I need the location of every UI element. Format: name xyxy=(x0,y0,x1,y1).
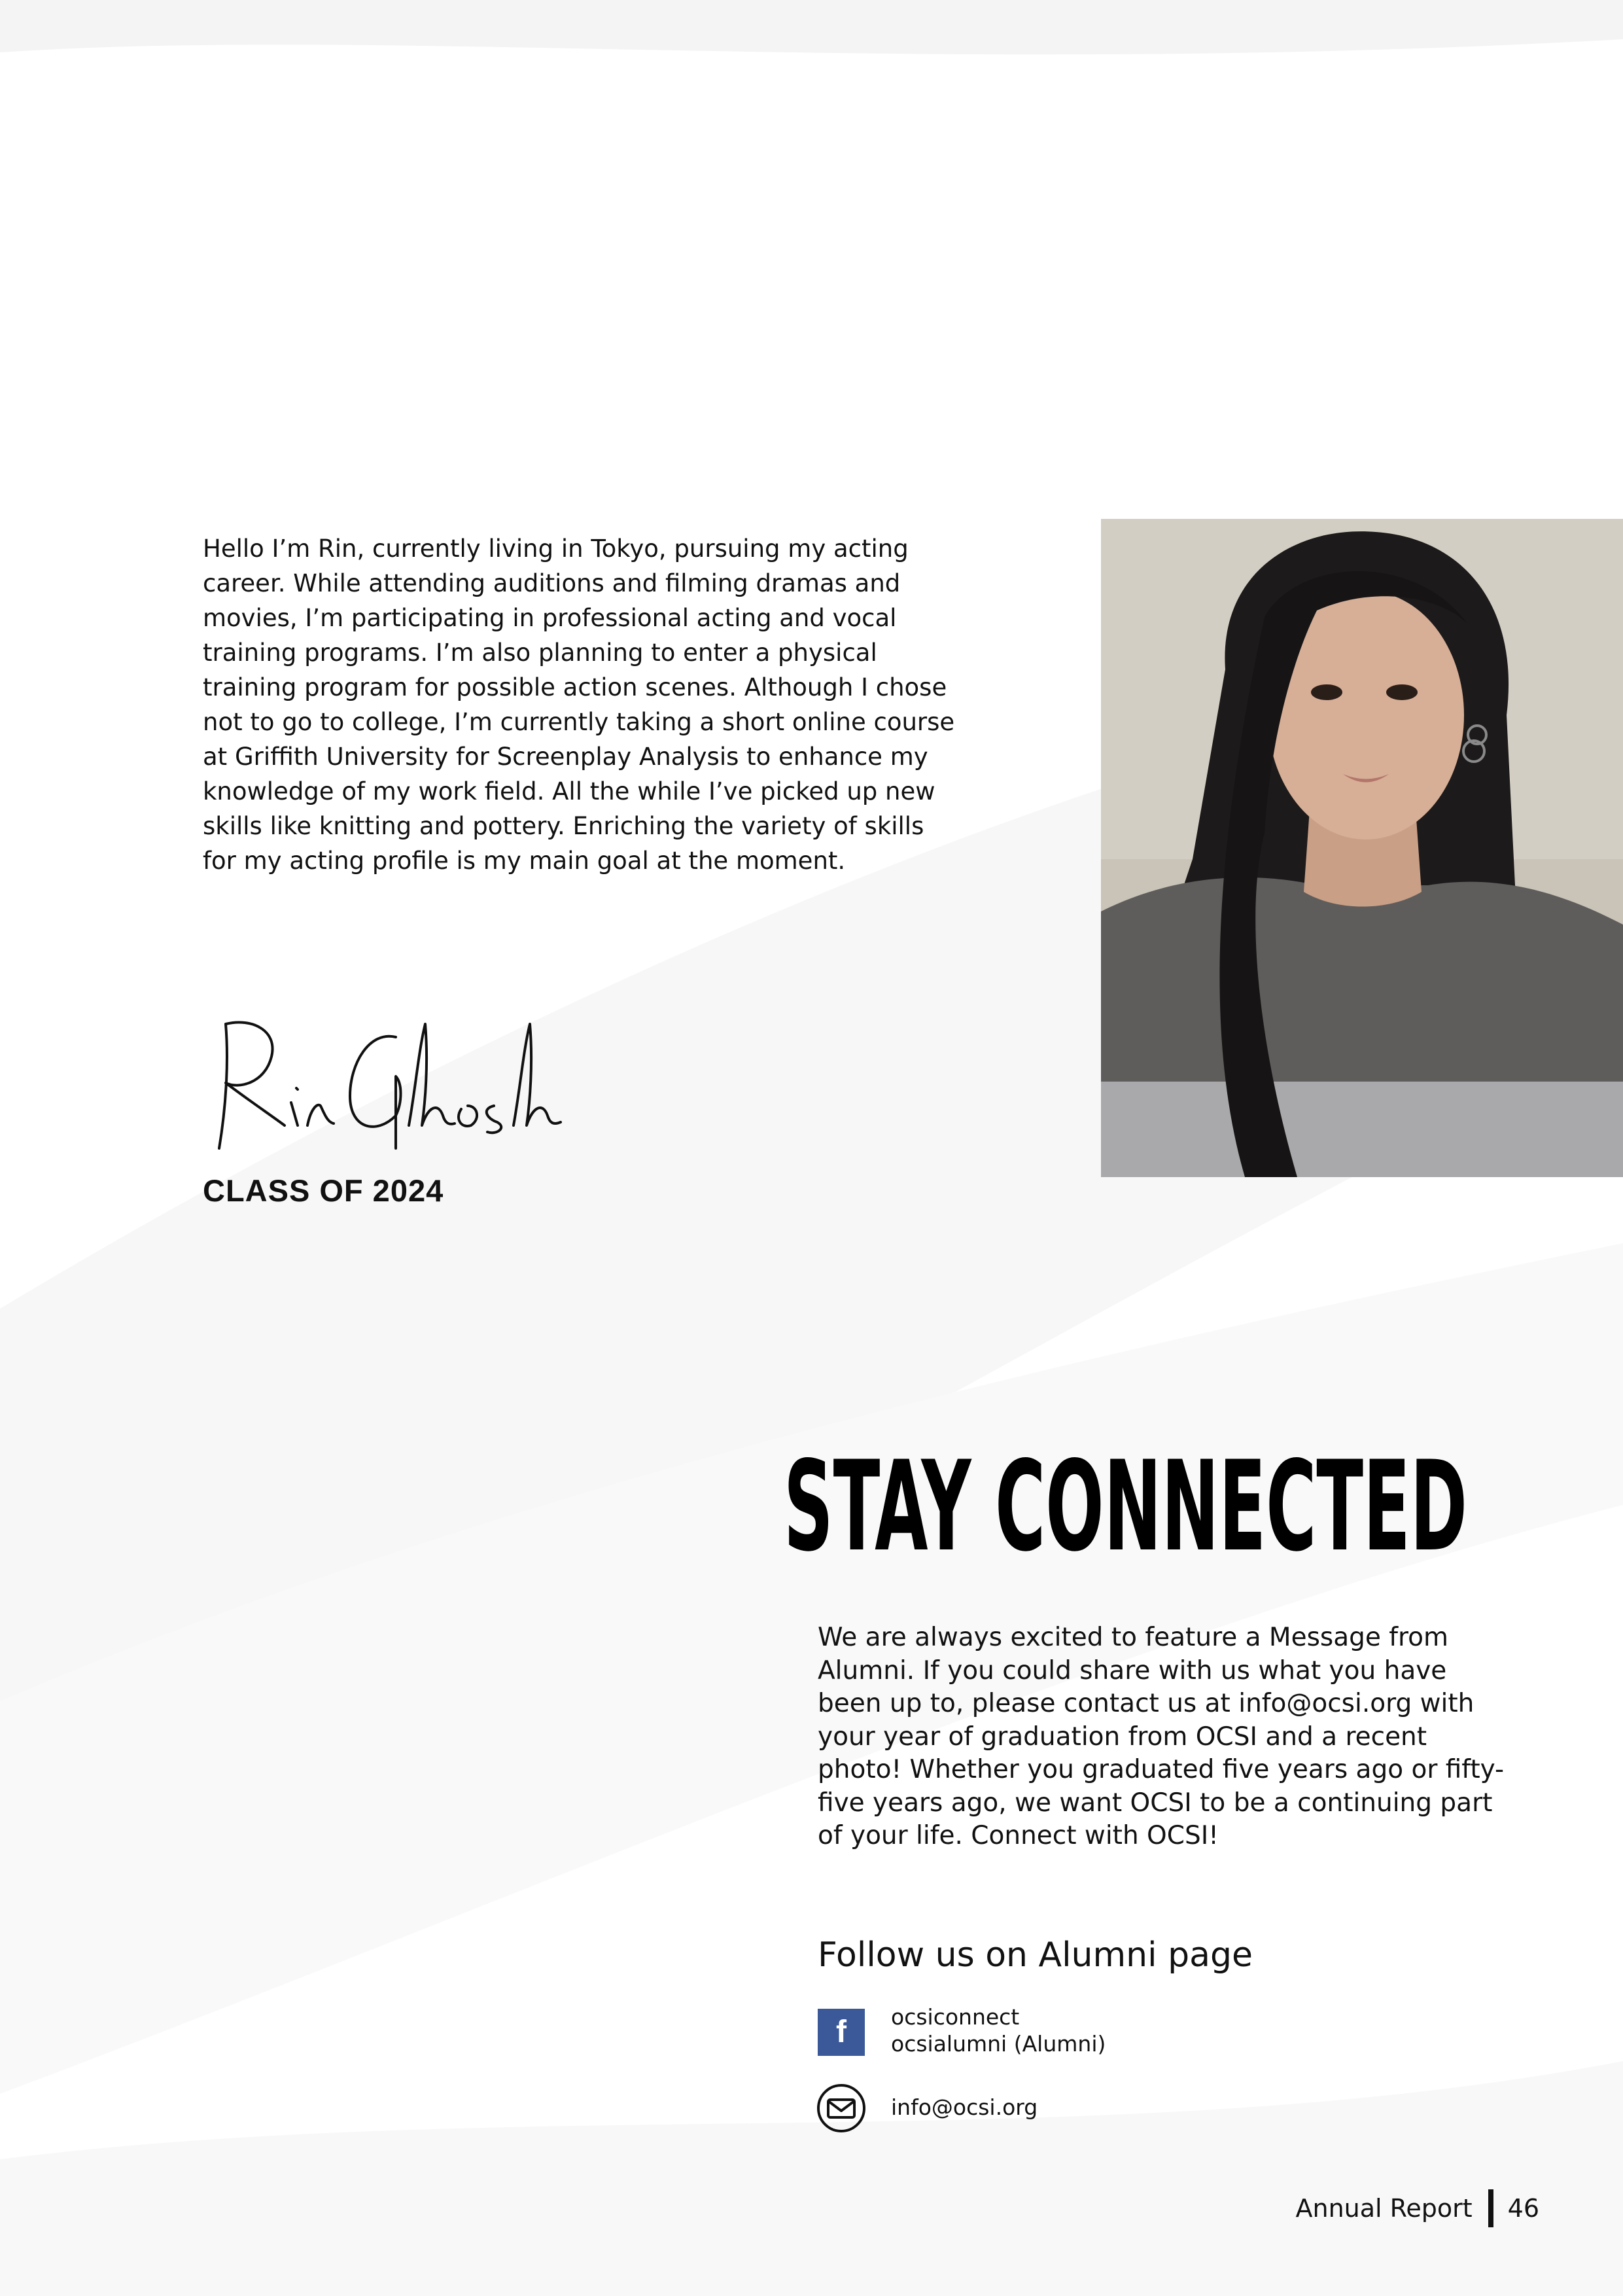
footer-label: Annual Report xyxy=(1295,2194,1473,2223)
intro-paragraph: Hello I’m Rin, currently living in Tokyo, pursuing my acting career. While attending auditions and filming dramas and movies, I’m participating in professional acting and vocal training programs. I’m also planning to enter a physical training program for possible action scenes. Although I chose not to go to college, I’m currently taking a short online course at Griffith University for Screenplay Analysis to enhance my knowledge of my work field. All the while I’ve picked up new skills like knitting and pottery. Enriching the variety of skills for my acting profile is my main goal at the moment. xyxy=(203,535,955,875)
mail-icon[interactable] xyxy=(816,2083,866,2133)
class-of-label: CLASS OF 2024 xyxy=(203,1173,444,1208)
stay-connected-body: We are always excited to feature a Message from Alumni. If you could share with us what you have been up to, please contact us at info@ocsi.org with your year of graduation from OCSI and a recent photo! Whether you graduated five years ago or fifty-five years ago, we want OCSI to be a continuing part of your life. Connect with OCSI! xyxy=(818,1623,1505,1850)
facebook-accounts[interactable] xyxy=(891,2004,1106,2057)
signature xyxy=(200,1011,566,1161)
alumni-photo xyxy=(1101,519,1623,1177)
page-number: 46 xyxy=(1507,2194,1539,2223)
facebook-icon[interactable]: f xyxy=(818,2009,865,2056)
facebook-account-1[interactable]: ocsiconnect xyxy=(891,2004,1020,2030)
stay-connected-title xyxy=(784,1451,1503,1569)
email-link[interactable]: info@ocsi.org xyxy=(891,2094,1038,2120)
page-footer xyxy=(1296,2189,1540,2228)
footer-divider xyxy=(1488,2189,1493,2227)
svg-text:STAY CONNECTED: STAY CONNECTED xyxy=(784,1451,1467,1569)
follow-heading: Follow us on Alumni page xyxy=(818,1935,1253,1975)
facebook-account-2[interactable]: ocsialumni (Alumni) xyxy=(891,2031,1106,2057)
